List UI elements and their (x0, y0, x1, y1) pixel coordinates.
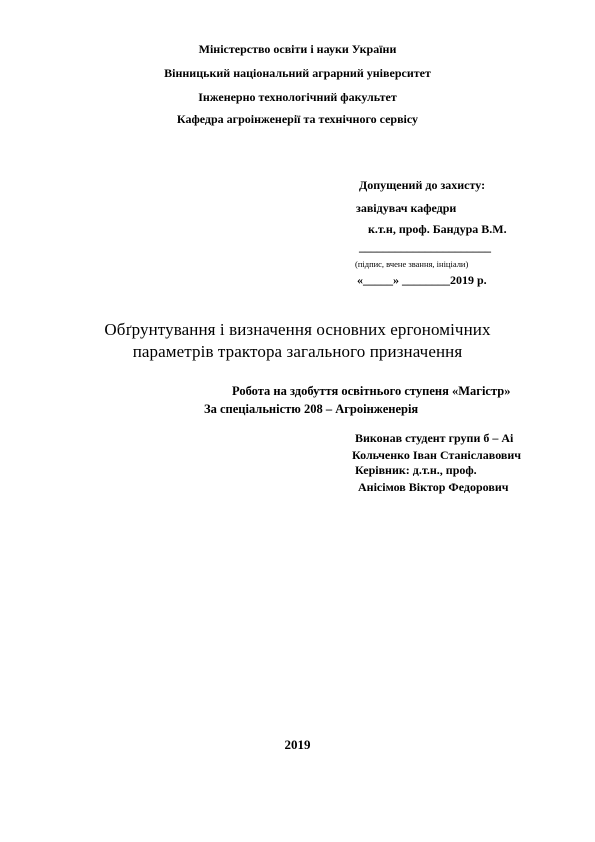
supervisor-name: Анісімов Віктор Федорович (358, 480, 509, 494)
thesis-title-line-2: параметрів трактора загального призначення (132, 342, 463, 361)
student-group-line: Виконав студент групи б – Аі (355, 431, 514, 445)
signature-caption: (підпис, вчене звання, ініціали) (355, 259, 469, 269)
specialty-statement: За спеціальністю 208 – Агроінженерія (204, 402, 419, 416)
document-year: 2019 (284, 737, 311, 752)
degree-statement: Робота на здобуття освітнього ступеня «Магістр» (232, 384, 511, 398)
supervisor-line: Керівник: д.т.н., проф. (355, 463, 477, 477)
approval-date-line: «_____» ________2019 р. (357, 273, 487, 287)
faculty-name: Інженерно технологічний факультет (198, 90, 397, 104)
head-role: завідувач кафедри (356, 201, 457, 215)
ministry-name: Міністерство освіти і науки України (198, 42, 397, 56)
student-name: Кольченко Іван Станіславович (352, 448, 522, 462)
department-name: Кафедра агроінженерії та технічного сервісу (176, 112, 419, 126)
signature-line: ______________________ (359, 240, 491, 254)
head-name: к.т.н, проф. Бандура В.М. (368, 222, 507, 236)
thesis-title-line-1: Обґрунтування і визначення основних ергономічних (104, 320, 491, 339)
admission-heading: Допущений до захисту: (359, 178, 486, 192)
university-name: Вінницький національний аграрний університет (164, 66, 431, 80)
